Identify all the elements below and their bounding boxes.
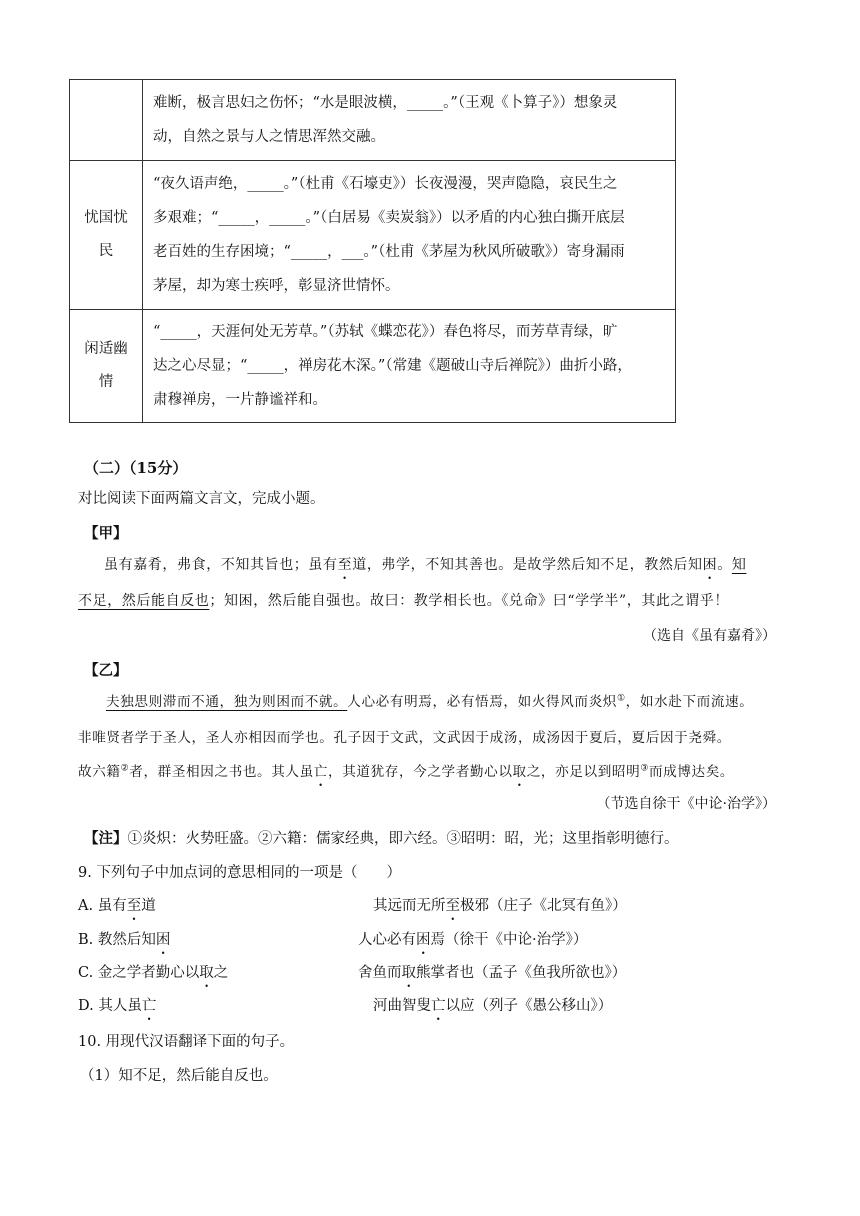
table-row [70,310,676,423]
passage-jia-line-1: 虽有嘉肴，弗食，不知其旨也；虽有至道，弗学，不知其善也。是故学然后知不足，教然后知困。知 [104,557,747,573]
underlined-text: 不足，然后能自反也 [78,593,210,609]
category-label: 情 [98,374,114,390]
table-line: 动，自然之景与人之情思浑然交融。 [153,129,385,145]
emphasis-dot-char: 亡 [431,998,446,1014]
category-label: 忧国忧 [84,210,128,226]
table-line: “_____，天涯何处无芳草。”（苏轼《蝶恋花》）春色将尽，而芳草青绿，旷 [153,324,618,340]
question-10-stem: 10. 用现代汉语翻译下面的句子。 [78,1034,295,1050]
question-9-stem: 9. 下列句子中加点词的意思相同的一项是（ ） [78,865,401,881]
table-row [70,161,676,310]
table-line: 肃穆禅房，一片静谧祥和。 [153,392,327,408]
table-line: 老百姓的生存困境；“_____，___。”（杜甫《茅屋为秋风所破歌》）寄身漏雨 [153,244,625,260]
underlined-text: 夫独思则滞而不通，独为则困而不就。 [106,694,348,710]
passage-jia-tag: 【甲】 [84,525,128,542]
emphasis-dot-char: 困 [416,932,431,948]
table-line: 难断，极言思妇之伤怀；“水是眼波横，_____。”（王观《卜算子》）想象灵 [153,95,618,111]
passage-jia-source: （选自《虽有嘉肴》） [643,628,776,644]
table-line: 达之心尽显；“_____，禅房花木深。”（常建《题破山寺后禅院》）曲折小路， [153,358,632,374]
table-category-cell [70,80,143,161]
passage-yi-line-2: 非唯贤者学于圣人，圣人亦相因而学也。孔子因于文武，文武因于成汤，成汤因于夏后，夏后因于尧舜。 [78,730,731,746]
table-row [70,80,676,161]
table-category-cell [70,310,143,423]
category-label: 民 [98,243,114,259]
emphasis-dot-char: 困 [702,557,718,573]
option-c-left[interactable]: C. 金之学者勤心以取之 [78,965,229,981]
emphasis-dot-char: 至 [445,898,460,914]
table-category-cell [70,161,143,310]
passage-yi-line-3: 故六籍②者，群圣相因之书也。其人虽亡，其道犹存，今之学者勤心以取之，亦足以到昭明③而成博达矣。 [78,763,735,780]
option-d-left[interactable]: D. 其人虽亡 [78,998,157,1014]
option-b-right: 人心必有困焉（徐干《中论·治学》） [358,932,588,948]
option-a-left[interactable]: A. 虽有至道 [78,898,156,914]
emphasis-dot-char: 至 [126,898,142,914]
emphasis-dot-char: 取 [401,965,416,981]
passage-yi-tag: 【乙】 [84,662,128,679]
emphasis-dot-char: 困 [155,932,171,948]
category-label: 闲适幽 [84,341,128,357]
underlined-text: 知 [731,557,747,573]
option-d-right: 河曲智叟亡以应（列子《愚公移山》） [373,998,613,1014]
section-instruction: 对比阅读下面两篇文言文，完成小题。 [78,491,325,507]
passage-yi-line-1: 夫独思则滞而不通，独为则困而不就。人心必有明焉，必有悟焉，如火得风而炎炽①，如水赴下而流速。 [106,693,754,710]
table-line: “夜久语声绝，_____。”（杜甫《石壕吏》）长夜漫漫，哭声隐隐，哀民生之 [153,176,618,192]
passage-yi-source: （节选自徐干《中论·治学》） [596,796,776,812]
passage-jia-line-2: 不足，然后能自反也；知困，然后能自强也。故曰：教学相长也。《兑命》曰“学学半”，其此之谓乎！ [78,593,729,609]
table-content-cell [143,310,676,423]
table-content-cell [143,161,676,310]
emphasis-dot-char: 亡 [313,764,328,780]
table-line: 多艰难；“_____，_____。”（白居易《卖炭翁》）以矛盾的内心独白撕开底层 [153,210,625,226]
table-line: 茅屋，却为寒士疾呼，彰显济世情怀。 [153,278,400,294]
footnote: 【注】①炎炽：火势旺盛。②六籍：儒家经典，即六经。③昭明：昭，光；这里指彰明德行。 [84,830,679,847]
section-heading: （二）（15分） [84,459,188,477]
question-10-sub-1: （1）知不足，然后能自反也。 [80,1068,278,1084]
emphasis-dot-char: 取 [199,965,214,981]
table-content-cell [143,80,676,161]
poetry-table [69,79,676,423]
option-b-left[interactable]: B. 教然后知困 [78,932,171,948]
option-a-right: 其远而无所至极邪（庄子《北冥有鱼》） [373,898,627,914]
option-c-right: 舍鱼而取熊掌者也（孟子《鱼我所欲也》） [358,965,627,981]
emphasis-dot-char: 至 [337,557,353,573]
emphasis-dot-char: 亡 [141,998,157,1014]
emphasis-dot-char: 取 [512,764,527,780]
